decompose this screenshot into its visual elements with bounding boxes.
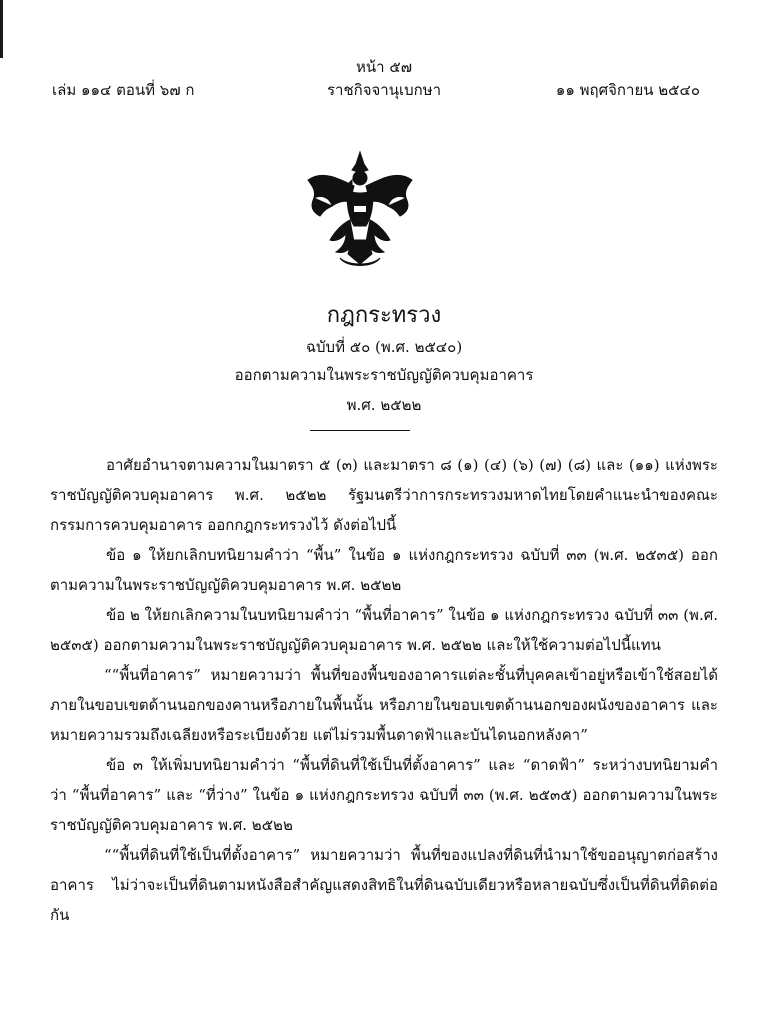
definition-land-area-paragraph: ““พื้นที่ดินที่ใช้เป็นที่ตั้งอาคาร” หมายความว่า พื้นที่ของแปลงที่ดินที่นำมาใช้ขออนุญาตก่อสร้างอาคาร ไม่ว่าจะเป็นที่ดินตามหนังสือสำคัญแสดงสิทธิในที่ดินฉบับเดียวหรือหลายฉบับซึ่งเป็นที่ดินที่ติดต่อกัน: [50, 846, 718, 924]
act-year: พ.ศ. ๒๕๒๒: [346, 396, 422, 414]
scan-edge-mark: [0, 0, 3, 58]
publication-name: ราชกิจจานุเบกษา: [326, 81, 442, 99]
document-title: กฎกระทรวง: [326, 303, 442, 328]
document-issue: ฉบับที่ ๕๐ (พ.ศ. ๒๕๔๐): [305, 338, 463, 356]
document-body: [50, 450, 718, 930]
page-number: หน้า ๕๗: [356, 58, 412, 76]
clause-3-paragraph: ข้อ ๓ ให้เพิ่มบทนิยามคำว่า “พื้นที่ดินที่ใช้เป็นที่ตั้งอาคาร” และ “ดาดฟ้า” ระหว่างบทนิยามคำว่า “พื้นที่อาคาร” และ “ที่ว่าง” ในข้อ ๑ แห่งกฎกระทรวง ฉบับที่ ๓๓ (พ.ศ. ๒๕๓๕) ออกตามความในพระราชบัญญัติควบคุมอาคาร พ.ศ. ๒๕๒๒: [50, 756, 718, 834]
title-divider: [310, 430, 410, 431]
publication-date: ๑๑ พฤศจิกายน ๒๕๔๐: [555, 81, 700, 99]
preamble-paragraph: อาศัยอำนาจตามความในมาตรา ๕ (๓) และมาตรา ๘ (๑) (๔) (๖) (๗) (๘) และ (๑๑) แห่งพระราชบัญญัติควบคุมอาคาร พ.ศ. ๒๕๒๒ รัฐมนตรีว่าการกระทรวงมหาดไทยโดยคำแนะนำของคณะกรรมการควบคุมอาคาร ออกกฎกระทรวงไว้ ดังต่อไปนี้: [50, 456, 718, 534]
volume-issue: เล่ม ๑๑๔ ตอนที่ ๖๗ ก: [52, 81, 195, 99]
clause-2-paragraph: ข้อ ๒ ให้ยกเลิกความในบทนิยามคำว่า “พื้นที่อาคาร” ในข้อ ๑ แห่งกฎกระทรวง ฉบับที่ ๓๓ (พ.ศ. ๒๕๓๕) ออกตามความในพระราชบัญญัติควบคุมอาคาร พ.ศ. ๒๕๒๒ และให้ใช้ความต่อไปนี้แทน: [50, 606, 719, 654]
issued-under: ออกตามความในพระราชบัญญัติควบคุมอาคาร: [234, 366, 534, 384]
garuda-emblem: [302, 150, 418, 270]
clause-1-paragraph: ข้อ ๑ ให้ยกเลิกบทนิยามคำว่า “พื้น” ในข้อ ๑ แห่งกฎกระทรวง ฉบับที่ ๓๓ (พ.ศ. ๒๕๓๕) ออกตามความในพระราชบัญญัติควบคุมอาคาร พ.ศ. ๒๕๒๒: [50, 546, 718, 594]
definition-floor-area-paragraph: ““พื้นที่อาคาร” หมายความว่า พื้นที่ของพื้นของอาคารแต่ละชั้นที่บุคคลเข้าอยู่หรือเข้าใช้สอยได้ภายในขอบเขตด้านนอกของคานหรือภายในพื้นนั้น หรือภายในขอบเขตด้านนอกของผนังของอาคาร และหมายความรวมถึงเฉลียงหรือระเบียงด้วย แต่ไม่รวมพื้นดาดฟ้าและบันไดนอกหลังคา”: [50, 666, 718, 744]
